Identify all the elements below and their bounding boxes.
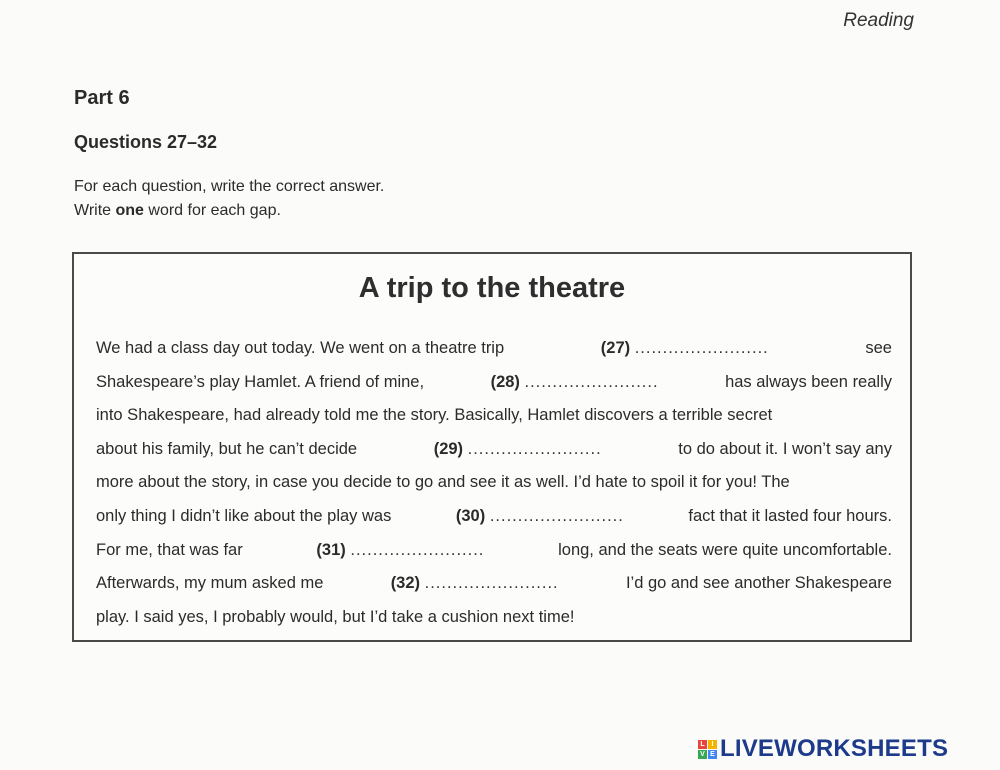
passage-text: fact that it lasted four hours. [683,506,892,525]
passage-text: into Shakespeare, had already told me the story. Basically, Hamlet discovers a terrible secret [96,406,773,425]
passage-text: play. I said yes, I probably would, but I’d take a cushion next time! [96,607,575,626]
passage-text: only thing I didn’t like about the play was [96,506,396,525]
part-title: Part 6 [74,87,130,109]
logo-letter-e: E [708,750,717,759]
passage-body [96,332,892,634]
answer-gap-29[interactable]: ........................ [467,439,602,458]
question-number: (29) [433,439,464,458]
passage-text: Afterwards, my mum asked me [96,574,328,593]
passage-text: We had a class day out today. We went on a theatre trip [96,339,509,357]
logo-letter-l: L [698,740,707,749]
answer-gap-27[interactable]: ........................ [634,339,769,357]
logo-icon [698,740,717,759]
question-number: (28) [490,372,520,391]
questions-range: Questions 27–32 [74,132,218,152]
passage-line [96,433,892,467]
instructions [74,175,384,223]
instruction-emphasis: one [115,202,144,219]
logo-text: LIVEWORKSHEETS [720,735,949,762]
passage-line [96,399,892,433]
passage-text: about his family, but he can’t decide [96,439,362,458]
passage-line [96,500,892,534]
answer-gap-32[interactable]: ........................ [424,574,559,593]
passage-text: has always been really [720,372,892,391]
instruction-line-1: For each question, write the correct answer. [74,178,385,195]
instruction-text: Write [74,202,116,219]
passage-text: long, and the seats were quite uncomfortable. [553,540,892,559]
passage-text: For me, that was far [96,540,248,559]
passage-text: more about the story, in case you decide to go and see it as well. I’d hate to spoil it for you! The [96,473,790,492]
logo-letter-i: I [708,740,717,749]
question-number: (32) [390,574,421,593]
passage-title: A trip to the theatre [358,272,626,304]
question-28 [491,366,659,400]
question-31 [316,534,484,568]
passage-text: see [860,339,892,357]
reading-text-box [72,252,912,642]
passage-line [96,466,892,500]
question-number: (27) [600,339,631,357]
answer-gap-28[interactable]: ........................ [524,372,659,391]
instruction-text: word for each gap. [143,202,281,219]
passage-line [96,332,892,366]
passage-text: to do about it. I won’t say any [673,439,892,458]
passage-text: Shakespeare’s play Hamlet. A friend of mine, [96,372,429,391]
question-30 [456,500,624,534]
question-number: (30) [455,506,486,525]
question-32 [391,567,559,601]
question-number: (31) [316,540,346,559]
passage-line [96,567,892,601]
instruction-line-2 [74,199,384,223]
passage-line [96,366,892,400]
question-27 [601,332,769,366]
logo-letter-v: V [698,750,707,759]
liveworksheets-logo[interactable] [698,735,948,763]
passage-line [96,534,892,568]
answer-gap-31[interactable]: ........................ [350,540,485,559]
question-29 [434,433,602,467]
answer-gap-30[interactable]: ........................ [489,506,624,525]
passage-text: I’d go and see another Shakespeare [621,574,892,593]
section-label: Reading [843,10,914,31]
passage-line [96,601,892,635]
